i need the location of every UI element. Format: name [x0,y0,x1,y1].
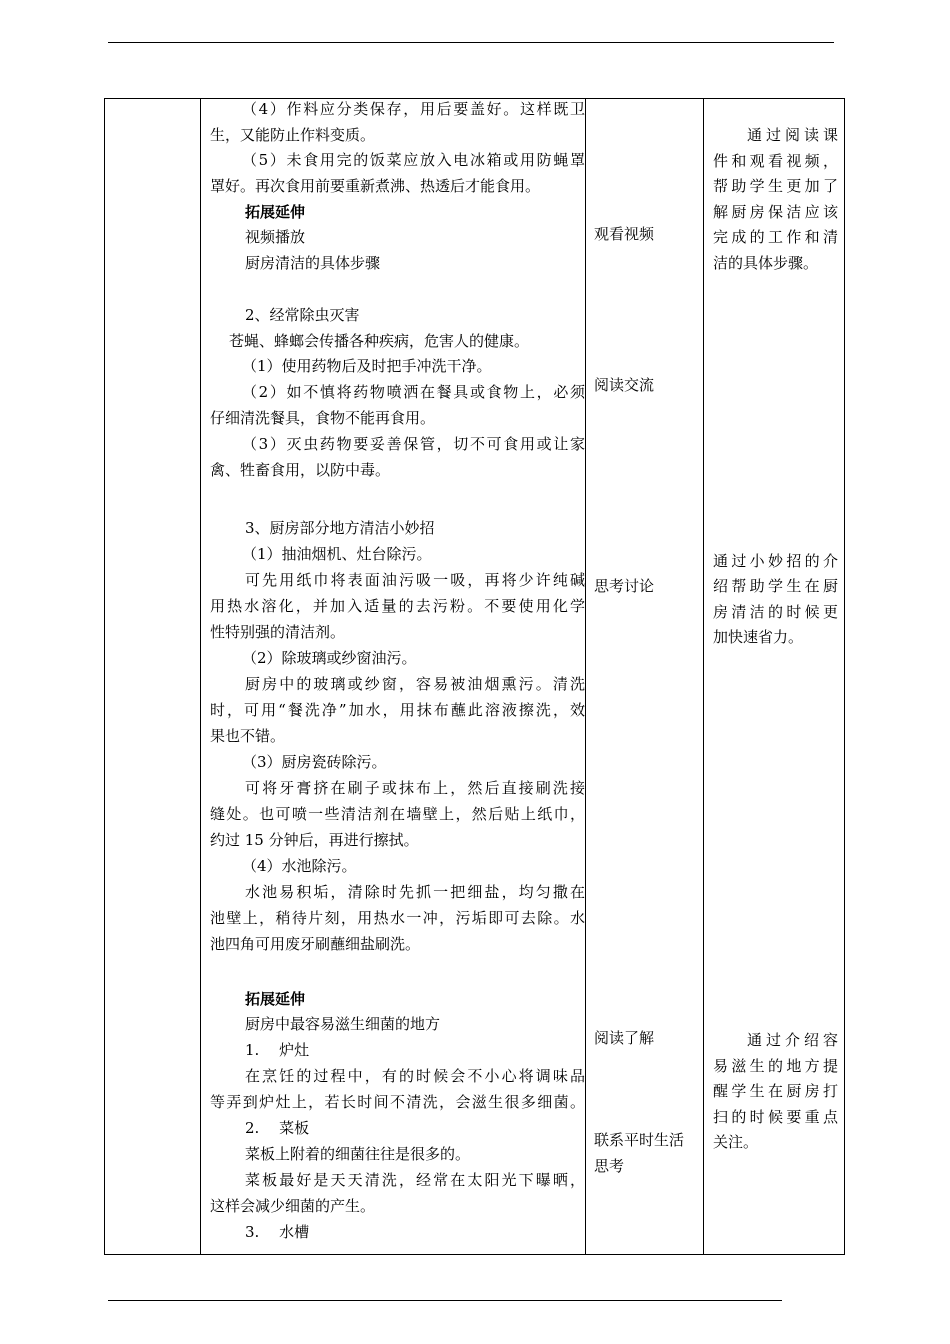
activity-label: 阅读了解 [594,1029,655,1047]
text-line: （1）抽油烟机、灶台除污。 [242,545,432,563]
text-line: 厨房清洁的具体步骤 [245,254,381,272]
section-heading: 2、经常除虫灭害 [245,306,360,324]
footer-rule [108,1300,782,1301]
text-line: 在烹饪的过程中，有的时候会不小心将调味品 [245,1067,585,1085]
text-line: 禽、牲畜食用，以防中毒。 [210,461,391,479]
intent-line: 绍帮助学生在厨 [713,577,838,595]
text-line: 约过 15 分钟后，再进行擦拭。 [210,831,419,849]
text-line: 缝处。也可喷一些清洁剂在墙壁上，然后贴上纸巾， [210,805,585,823]
activity-label: 阅读交流 [594,376,655,394]
activity-label: 思考 [594,1157,625,1175]
text-line: 等弄到炉灶上，若长时间不清洗，会滋生很多细菌。 [210,1093,585,1111]
text-line: 视频播放 [245,228,306,246]
text-line: 生，又能防止作料变质。 [210,126,376,144]
intent-line: 醒学生在厨房打 [713,1082,838,1100]
section-heading: 拓展延伸 [245,990,306,1008]
text-line: （3）灭虫药物要妥善保管，切不可食用或让家 [242,435,585,453]
lesson-table [104,98,845,1255]
text-line: 罩好。再次食用前要重新煮沸、热透后才能食用。 [210,177,541,195]
text-line: （2）如不慎将药物喷洒在餐具或食物上，必须 [242,383,585,401]
text-line: （5）未食用完的饭菜应放入电冰箱或用防蝇罩 [242,151,585,169]
text-line: 这样会减少细菌的产生。 [210,1197,376,1215]
text-line: 池壁上，稍待片刻，用热水一冲，污垢即可去除。水 [210,909,585,927]
intent-line: 加快速省力。 [713,628,804,646]
section-heading: 拓展延伸 [245,203,306,221]
text-line: 水池易积垢，清除时先抓一把细盐，均匀撒在 [245,883,585,901]
text-line: （3）厨房瓷砖除污。 [242,753,387,771]
intent-line: 完成的工作和清 [713,228,838,246]
list-item: 2. 菜板 [245,1119,310,1137]
text-line: 果也不错。 [210,727,286,745]
list-item: 1. 炉灶 [245,1041,310,1059]
intent-line: 房清洁的时候更 [713,603,838,621]
intent-line: 通过介绍容 [747,1031,838,1049]
text-line: 仔细清洗餐具，食物不能再食用。 [210,409,436,427]
text-line: 厨房中最容易滋生细菌的地方 [245,1015,441,1033]
text-line: 可先用纸巾将表面油污吸一吸，再将少许纯碱 [245,571,585,589]
column-divider [703,99,704,1254]
text-line: 性特别强的清洁剂。 [210,623,346,641]
intent-line: 解厨房保洁应该 [713,203,838,221]
text-line: 厨房中的玻璃或纱窗，容易被油烟熏污。清洗 [245,675,585,693]
intent-line: 帮助学生更加了 [713,177,838,195]
text-line: （2）除玻璃或纱窗油污。 [242,649,417,667]
intent-line: 通过阅读课 [747,126,838,144]
text-line: 池四角可用废牙刷蘸细盐刷洗。 [210,935,421,953]
intent-line: 通过小妙招的介 [713,552,838,570]
intent-line: 洁的具体步骤。 [713,254,819,272]
activity-label: 观看视频 [594,225,655,243]
intent-line: 关注。 [713,1133,759,1151]
text-line: 时，可用“餐洗净”加水，用抹布蘸此溶液擦洗，效 [210,701,585,719]
text-line: 菜板最好是天天清洗，经常在太阳光下曝晒， [245,1171,585,1189]
text-line: 可将牙膏挤在刷子或抹布上，然后直接刷洗接 [245,779,585,797]
header-rule [108,42,834,43]
intent-line: 件和观看视频， [713,152,838,170]
section-heading: 3、厨房部分地方清洁小妙招 [245,519,435,537]
text-line: （4）作料应分类保存，用后要盖好。这样既卫 [242,100,585,118]
text-line: 苍蝇、蜂螂会传播各种疾病，危害人的健康。 [229,332,530,350]
activity-label: 联系平时生活 [594,1131,685,1149]
intent-line: 扫的时候要重点 [713,1108,838,1126]
intent-line: 易滋生的地方提 [713,1057,838,1075]
text-line: （1）使用药物后及时把手冲洗干净。 [242,357,492,375]
text-line: 菜板上附着的细菌往往是很多的。 [245,1145,471,1163]
column-divider [200,99,201,1254]
activity-label: 思考讨论 [594,577,655,595]
list-item: 3. 水槽 [245,1223,310,1241]
text-line: 用热水溶化，并加入适量的去污粉。不要使用化学 [210,597,585,615]
text-line: （4）水池除污。 [242,857,357,875]
